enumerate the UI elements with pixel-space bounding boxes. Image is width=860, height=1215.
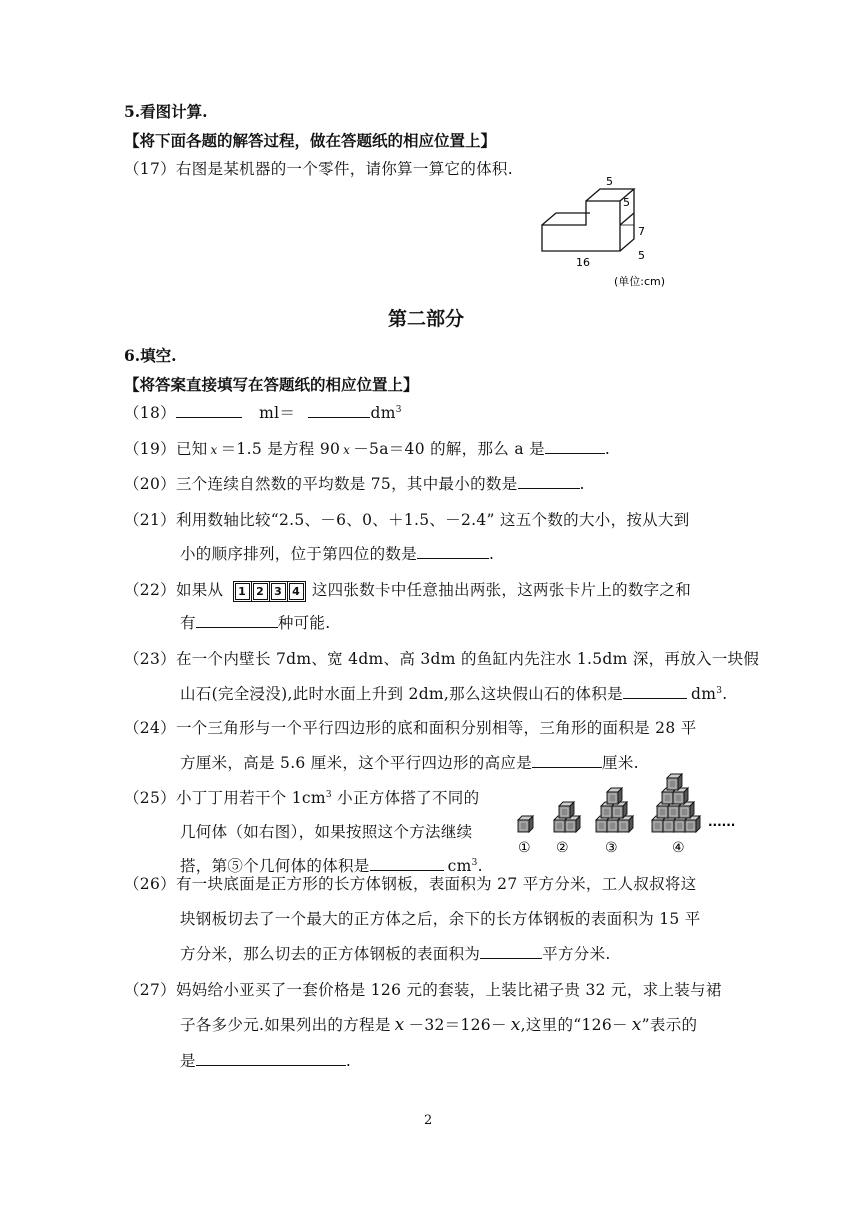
question-25: （25）小丁丁用若干个 $1cm^3$ 小正方体搭了不同的	[124, 789, 480, 807]
question-17: （17）右图是某机器的一个零件，请你算一算它的体积.	[124, 160, 513, 178]
question-24-line2: 方厘米，高是 5.6 厘米，这个平行四边形的高应是 厘米.	[180, 754, 639, 772]
question-26: （26）有一块底面是正方形的长方体钢板，表面积为 27 平方分米，工人叔叔将这	[124, 875, 697, 893]
question-27: （27）妈妈给小亚买了一套价格是 126 元的套装，上装比裙子贵 32 元，求上装与裙	[124, 981, 722, 999]
answer-blank[interactable]	[196, 1051, 346, 1066]
answer-blank[interactable]	[417, 544, 489, 559]
question-21-line2: 小的顺序排列，位于第四位的数是 .	[180, 545, 495, 563]
number-card: 1	[235, 583, 250, 600]
answer-blank[interactable]	[196, 613, 278, 628]
answer-blank[interactable]	[518, 474, 580, 489]
question-23-line2: 山石(完全浸没),此时水面上升到 2dm,那么这块假山石的体积是 $dm^3$.	[180, 685, 728, 703]
question-23: （23）在一个内壁长 7dm、宽 4dm、高 3dm 的鱼缸内先注水 1.5dm 深，再放入一块假	[124, 650, 760, 668]
part2-title: 第二部分	[388, 308, 465, 330]
question-22: （22）如果从 1 2 3 4 这四张数卡中任意抽出两张，这两张卡片上的数字之和	[124, 581, 692, 599]
section5-instruction: 【将下面各题的解答过程，做在答题纸的相应位置上】	[124, 131, 497, 150]
answer-blank[interactable]	[176, 403, 242, 418]
unit-label: (单位:cm)	[614, 275, 666, 288]
question-18: （18） $ml= dm^3$	[124, 404, 402, 422]
question-26-line2: 块钢板切去了一个最大的正方体之后，余下的长方体钢板的表面积为 15 平	[180, 910, 701, 928]
dim-label: 5	[623, 196, 630, 209]
question-25-line2: 几何体（如右图），如果按照这个方法继续	[180, 823, 473, 841]
figure-17-solid	[530, 175, 680, 293]
question-27-line2: 子各多少元.如果列出的方程是 x －32＝126－ x,这里的“126－ x”表示的	[180, 1015, 698, 1035]
page-number: 2	[424, 1113, 433, 1128]
section6-instruction: 【将答案直接填写在答题纸的相应位置上】	[124, 375, 419, 394]
number-card: 2	[253, 583, 268, 600]
question-24: （24）一个三角形与一个平行四边形的底和面积分别相等，三角形的面积是 28 平	[124, 719, 697, 737]
question-21: （21）利用数轴比较“2.5、－6、0、＋1.5、－2.4” 这五个数的大小，按从大到	[124, 511, 690, 529]
figure-label: ③	[605, 840, 618, 856]
question-20: （20）三个连续自然数的平均数是 75，其中最小的数是 .	[124, 475, 585, 493]
answer-blank[interactable]	[370, 856, 444, 871]
answer-blank[interactable]	[623, 684, 687, 699]
dots: ......	[708, 815, 736, 829]
figure-label: ②	[556, 840, 569, 856]
answer-blank[interactable]	[545, 439, 605, 454]
answer-blank[interactable]	[480, 944, 542, 959]
dim-label: 7	[638, 225, 645, 238]
question-19: （19）已知 x ＝1.5 是方程 90 x －5a＝40 的解，那么 a 是 .	[124, 440, 611, 458]
section6-title: 6.填空.	[124, 346, 177, 365]
answer-blank[interactable]	[308, 403, 370, 418]
number-card: 3	[271, 583, 286, 600]
section5-title: 5.看图计算.	[124, 102, 208, 121]
dim-label: 5	[638, 249, 645, 262]
figure-label: ①	[518, 840, 531, 856]
question-25-line3: 搭，第⑤个几何体的体积是 $cm^3$.	[180, 857, 483, 875]
figure-label: ④	[672, 840, 685, 856]
question-27-line3: 是 .	[180, 1052, 352, 1070]
question-22-line2: 有 种可能.	[180, 614, 331, 632]
dim-label: 5	[606, 175, 613, 188]
number-card: 4	[289, 583, 304, 600]
dim-label: 16	[576, 256, 590, 269]
answer-blank[interactable]	[532, 753, 602, 768]
question-26-line3: 方分米，那么切去的正方体钢板的表面积为 平方分米.	[180, 945, 611, 963]
figure-25-cube-stacks	[512, 768, 740, 860]
